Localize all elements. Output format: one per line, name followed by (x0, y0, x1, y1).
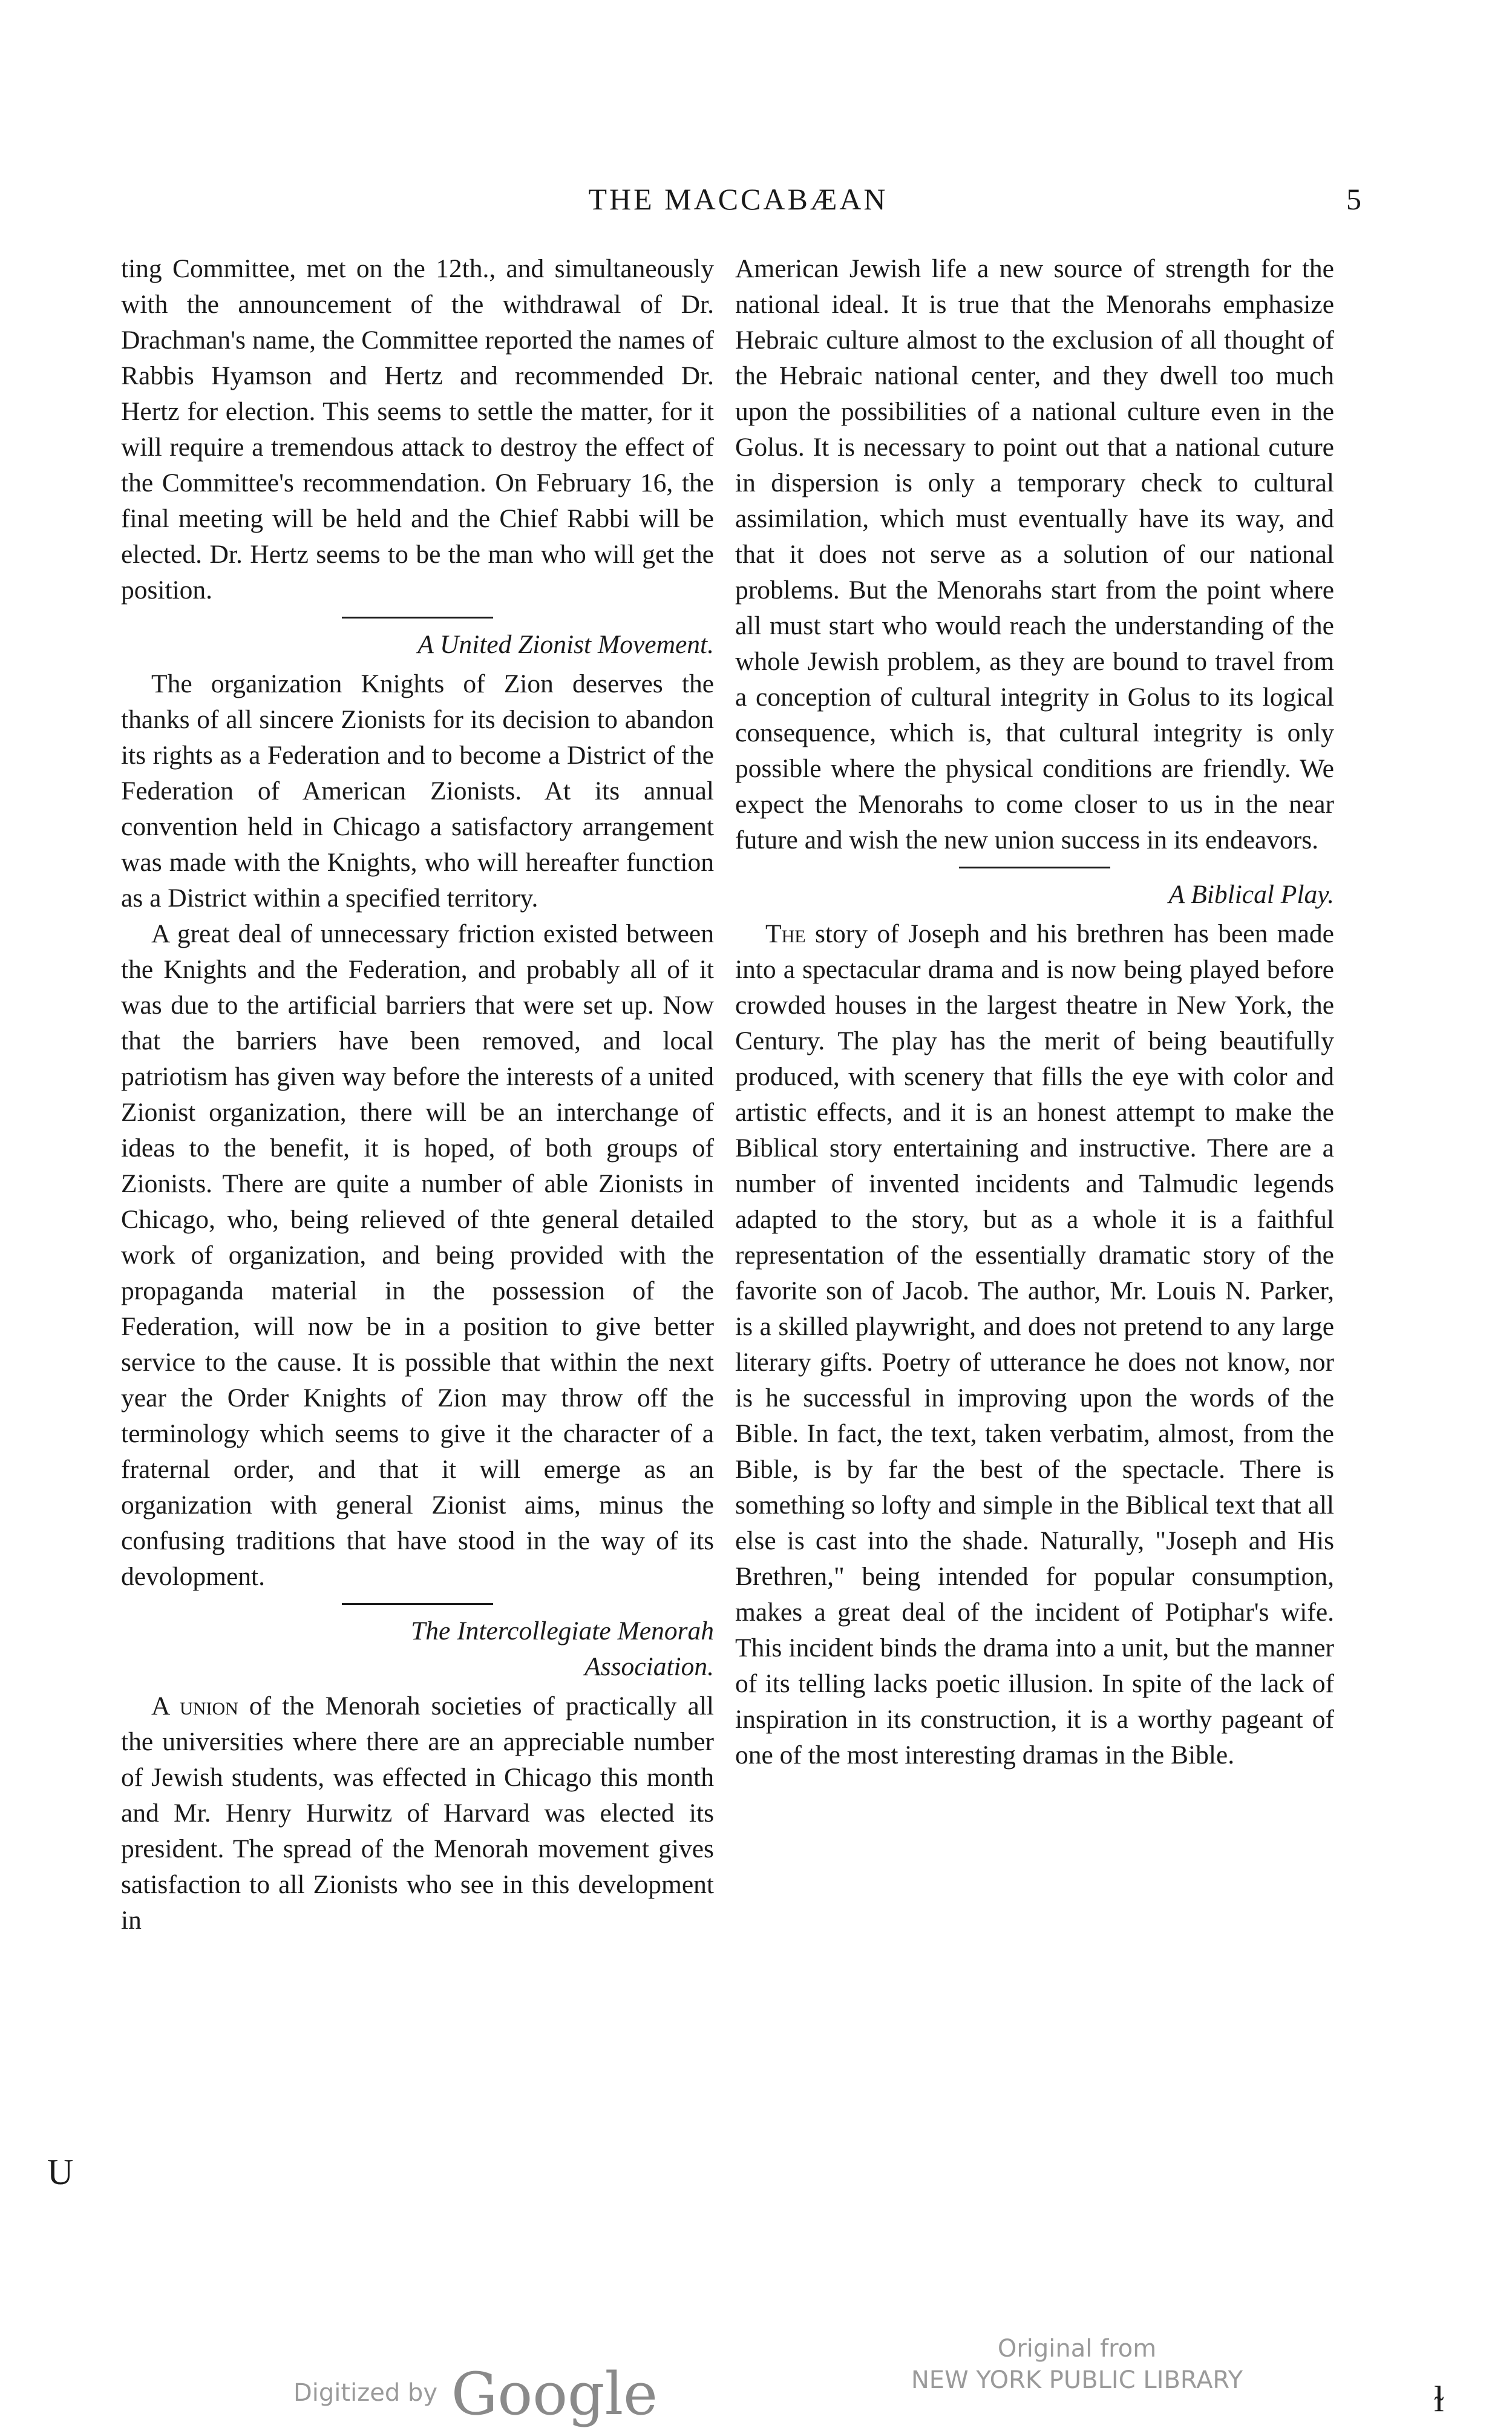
section-divider (959, 867, 1110, 868)
margin-annotation: U (47, 2152, 74, 2192)
digitized-by-watermark (293, 2360, 658, 2428)
library-name: NEW YORK PUBLIC LIBRARY (911, 2366, 1243, 2394)
running-header (115, 182, 1361, 224)
right-column (735, 251, 1334, 1773)
original-from-text: Original from (997, 2335, 1157, 2363)
lead-in: A union (151, 1691, 238, 1721)
heading-line: The Intercollegiate Menorah (411, 1616, 714, 1645)
library-attribution (883, 2333, 1271, 2396)
journal-title: THE MACCABÆAN (588, 182, 888, 216)
paragraph-biblical-play (735, 916, 1334, 1773)
heading-united-zionist-movement: A United Zionist Movement. (417, 630, 714, 659)
paragraph-friction: A great deal of unnecessary friction existed between the Knights and the Federation, and probably all of it was due to the artificial barriers that were set up. Now that the barriers have been removed, and local patriotism has given way before the interests of a united Zionist organization, there will be an interchange of ideas to the benefit, it is hoped, of both groups of Zionists. There are quite a number of able Zionists in Chicago, who, being relieved of thte general detailed work of organization, and being provided with the propaganda material in the possession of the Federation, will now be in a position to give better service to the cause. It is possible that within the next year the Order Knights of Zion may throw off the terminology which seems to give it the character of a fraternal order, and that it will emerge as an organization with general Zionist aims, minus the confusing traditions that have stood in the way of its devolopment. (121, 919, 714, 1591)
heading-intercollegiate-menorah (121, 1613, 714, 1685)
lead-in: The (765, 919, 806, 948)
margin-annotation: ɫ (1434, 2379, 1444, 2419)
heading-biblical-play: A Biblical Play. (1168, 880, 1334, 909)
google-logo: Google (451, 2360, 658, 2428)
paragraph-menorah-continued: American Jewish life a new source of strength for the national ideal. It is true that the Menorahs emphasize Hebraic culture almost to the exclusion of all thought of the Hebraic national center, and they dwell too much upon the possibilities of a national culture even in the Golus. It is necessary to point out that a national cuture in dispersion is only a temporary check to cultural assimilation, which must eventually have its way, and that it does not serve as a solution of our national problems. But the Menorahs start from the point where all must start who would reach the understanding of the whole Jewish problem, as they are bound to travel from a conception of cultural integrity in Golus to its logical consequence, which is, that cultural integrity is only possible where the physical conditions are friendly. We expect the Menorahs to come closer to us in the near future and wish the new union success in its endeavors. (735, 254, 1334, 855)
paragraph-menorah-union (121, 1688, 714, 1938)
section-divider (342, 1603, 493, 1605)
left-column (121, 251, 714, 1938)
page-number: 5 (1346, 182, 1361, 216)
paragraph-text: story of Joseph and his brethren has been made into a spectacular drama and is now being played before crowded houses in the largest theatre in New York, the Century. The play has the merit of being beautifully produced, with scenery that fills the eye with color and artistic effects, and it is an honest attempt to make the Biblical story entertaining and instructive. There are a number of invented incidents and Talmudic legends adapted to the story, but as a whole it is a faithful representation of the essentially dramatic story of the favorite son of Jacob. The author, Mr. Louis N. Parker, is a skilled playwright, and does not pretend to any large literary gifts. Poetry of utterance he does not know, nor is he successful in improving upon the words of the Bible. In fact, the text, taken verbatim, almost, from the Bible, is by far the best of the spectacle. There is something so lofty and simple in the Biblical text that all else is cast into the shade. Naturally, "Joseph and His Brethren," being intended for popular consumption, makes a great deal of the incident of Potiphar's wife. This incident binds the drama into a unit, but the manner of its telling lacks poetic illusion. In spite of the lack of inspiration in its construction, it is a worthy pageant of one of the most interesting dramas in the Bible. (735, 919, 1334, 1770)
paragraph-text: of the Menorah societies of practically all the universities where there are an appreciable number of Jewish students, was effected in Chicago this month and Mr. Henry Hurwitz of Harvard was elected its president. The spread of the Menorah movement gives satisfaction to all Zionists who see in this development in (121, 1691, 714, 1935)
paragraph-chief-rabbi: ting Committee, met on the 12th., and simultaneously with the announcement of the withdrawal of Dr. Drachman's name, the Committee reported the names of Rabbis Hyamson and Hertz and recommended Dr. Hertz for election. This seems to settle the matter, for it will require a tremendous attack to destroy the effect of the Committee's recommendation. On February 16, the final meeting will be held and the Chief Rabbi will be elected. Dr. Hertz seems to be the man who will get the position. (121, 254, 714, 605)
digitized-by-text: Digitized by (293, 2379, 437, 2407)
section-divider (342, 617, 493, 618)
paragraph-knights-of-zion: The organization Knights of Zion deserves the thanks of all sincere Zionists for its decision to abandon its rights as a Federation and to become a District of the Federation of American Zionists. At its annual convention held in Chicago a satisfactory arrangement was made with the Knights, who will hereafter function as a District within a specified territory. (121, 669, 714, 913)
heading-line: Association. (584, 1652, 714, 1681)
